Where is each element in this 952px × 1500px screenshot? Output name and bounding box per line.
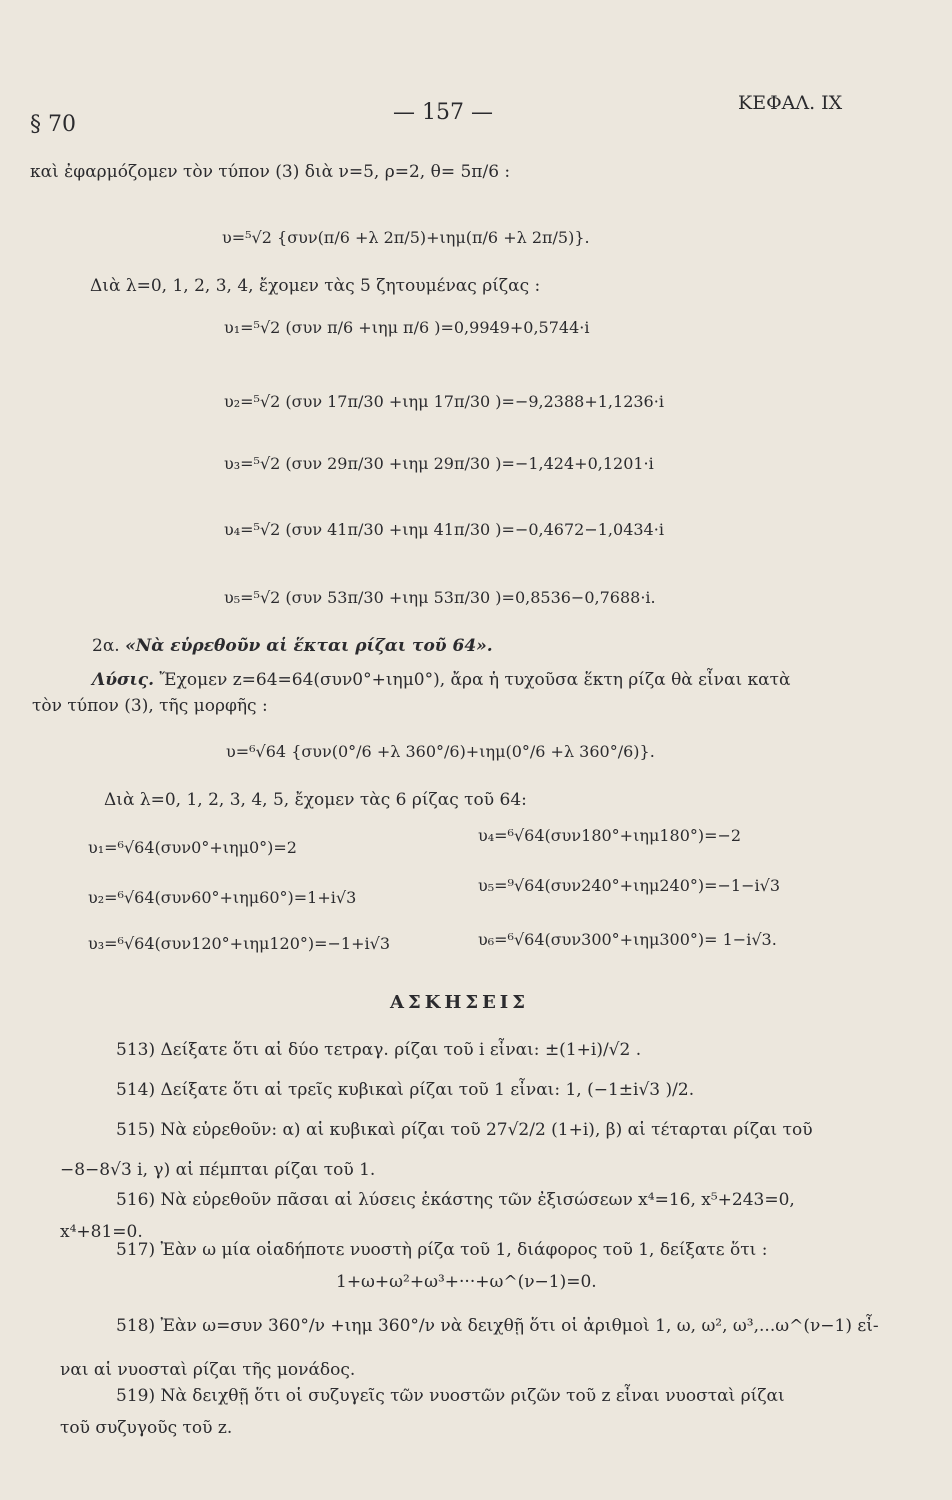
chapter-label: ΚΕΦΑΛ. ΙΧ [738,92,843,114]
intro-formula: υ=⁵√2 {συν(π/6 +λ 2π/5)+ιημ(π/6 +λ 2π/5)}. [222,228,590,247]
exercise-515: 515) Νὰ εὑρεθοῦν: α) αἱ κυβικαὶ ρίζαι τοῦ 27√2/2 (1+i), β) αἱ τέταρται ρίζαι τοῦ [116,1120,813,1140]
sixth-root-line: υ₃=⁶√64(συν120°+ιημ120°)=−1+i√3 [88,934,391,953]
intro-line: καὶ ἐφαρμόζομεν τὸν τύπον (3) διὰ ν=5, ρ=2, θ= 5π/6 : [30,162,511,182]
sixth-root-line: υ₁=⁶√64(συν0°+ιημ0°)=2 [88,838,297,857]
lambda-line-2: Διὰ λ=0, 1, 2, 3, 4, 5, ἔχομεν τὰς 6 ρίζας τοῦ 64: [104,790,527,810]
page-number: — 157 — [393,100,493,125]
sixth-root-line: υ₄=⁶√64(συν180°+ιημ180°)=−2 [478,826,742,845]
exercise-517: 517) Ἐὰν ω μία οἱαδήποτε νυοστὴ ρίζα τοῦ 1, διάφορος τοῦ 1, δείξατε ὅτι : [116,1240,768,1260]
example-heading [92,636,493,656]
sixth-root-line: υ₆=⁶√64(συν300°+ιημ300°)= 1−i√3. [478,930,777,949]
exercise-519-cont: τοῦ συζυγοῦς τοῦ z. [60,1418,233,1438]
exercise-518-cont: ναι αἱ νυοσταὶ ρίζαι τῆς μονάδος. [60,1360,356,1380]
example-title: «Νὰ εὑρεθοῦν αἱ ἕκται ρίζαι τοῦ 64». [125,636,493,656]
sixth-root-line: υ₂=⁶√64(συν60°+ιημ60°)=1+i√3 [88,888,357,907]
root-line: υ₂=⁵√2 (συν 17π/30 +ιημ 17π/30 )=−9,2388+1,1236·i [224,392,664,411]
section-number: § 70 [30,112,76,137]
exercise-517-formula: 1+ω+ω²+ω³+···+ω^(ν−1)=0. [336,1272,597,1292]
root-line: υ₃=⁵√2 (συν 29π/30 +ιημ 29π/30 )=−1,424+0,1201·i [224,454,654,473]
exercise-514: 514) Δείξατε ὅτι αἱ τρεῖς κυβικαὶ ρίζαι τοῦ 1 εἶναι: 1, (−1±i√3 )/2. [116,1080,695,1100]
solution-line [92,670,791,690]
lambda-line-1: Διὰ λ=0, 1, 2, 3, 4, ἔχομεν τὰς 5 ζητουμένας ρίζας : [90,276,541,296]
exercises-title: ΑΣΚΗΣΕΙΣ [390,992,529,1013]
sixth-root-line: υ₅=⁹√64(συν240°+ιημ240°)=−1−i√3 [478,876,781,895]
exercise-516: 516) Νὰ εὑρεθοῦν πᾶσαι αἱ λύσεις ἑκάστης τῶν ἐξισώσεων x⁴=16, x⁵+243=0, [116,1190,795,1210]
solution-label: Λύσις. [92,670,155,690]
exercise-515-cont: −8−8√3 i, γ) αἱ πέμπται ρίζαι τοῦ 1. [60,1160,376,1180]
exercise-518: 518) Ἐὰν ω=συν 360°/ν +ιημ 360°/ν νὰ δειχθῇ ὅτι οἱ ἀριθμοὶ 1, ω, ω², ω³,...ω^(ν−1) εἶ- [116,1316,879,1336]
example-label: 2α. [92,636,120,656]
exercise-519: 519) Νὰ δειχθῇ ὅτι οἱ συζυγεῖς τῶν νυοστῶν ριζῶν τοῦ z εἶναι νυοσταὶ ρίζαι [116,1386,785,1406]
solution-line-2: τὸν τύπον (3), τῆς μορφῆς : [32,696,268,716]
root-line: υ₄=⁵√2 (συν 41π/30 +ιημ 41π/30 )=−0,4672−1,0434·i [224,520,664,539]
example-formula: υ=⁶√64 {συν(0°/6 +λ 360°/6)+ιημ(0°/6 +λ 360°/6)}. [226,742,655,761]
exercise-513: 513) Δείξατε ὅτι αἱ δύο τετραγ. ρίζαι τοῦ i εἶναι: ±(1+i)/√2 . [116,1040,642,1060]
exercise-516-cont: x⁴+81=0. [60,1222,143,1242]
solution-text: Ἔχομεν z=64=64(συν0°+ιημ0°), ἄρα ἡ τυχοῦσα ἕκτη ρίζα θὰ εἶναι κατὰ [159,670,791,690]
root-line: υ₅=⁵√2 (συν 53π/30 +ιημ 53π/30 )=0,8536−0,7688·i. [224,588,656,607]
root-line: υ₁=⁵√2 (συν π/6 +ιημ π/6 )=0,9949+0,5744·i [224,318,590,337]
